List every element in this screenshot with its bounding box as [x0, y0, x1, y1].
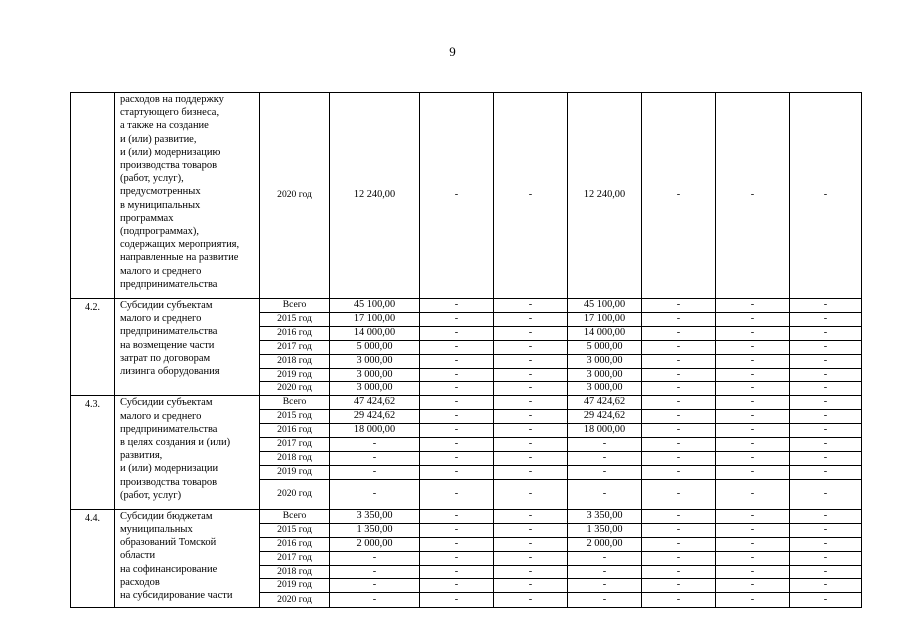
item-description	[115, 93, 260, 299]
amount-cell: -	[568, 551, 642, 565]
amount-cell: -	[568, 593, 642, 608]
amount-cell: 3 000,00	[568, 368, 642, 382]
description-line: Субсидии бюджетам	[120, 510, 213, 522]
amount-cell: -	[716, 451, 790, 465]
description-line: и (или) модернизацию	[120, 146, 221, 158]
amount-cell: -	[330, 551, 420, 565]
amount-cell: -	[642, 368, 716, 382]
amount-cell: -	[420, 299, 494, 313]
amount-cell: -	[420, 368, 494, 382]
amount-cell: -	[790, 410, 862, 424]
amount-cell: -	[716, 93, 790, 299]
description-line: направленные на развитие	[120, 252, 239, 264]
year-cell: 2019 год	[260, 368, 330, 382]
year-cell: 2016 год	[260, 326, 330, 340]
amount-cell: -	[642, 340, 716, 354]
description-line: Субсидии субъектам	[120, 397, 213, 409]
amount-cell: -	[494, 368, 568, 382]
amount-cell: 3 350,00	[568, 509, 642, 523]
year-cell: 2018 год	[260, 565, 330, 579]
amount-cell: -	[716, 340, 790, 354]
item-description	[115, 299, 260, 396]
table-row	[71, 93, 862, 299]
amount-cell: -	[494, 93, 568, 299]
year-cell: Всего	[260, 396, 330, 410]
description-line: лизинга оборудования	[120, 366, 220, 378]
amount-cell: -	[716, 537, 790, 551]
year-cell: 2017 год	[260, 438, 330, 452]
description-line: программах	[120, 212, 174, 224]
amount-cell: -	[716, 312, 790, 326]
amount-cell: -	[642, 465, 716, 479]
description-line: Субсидии субъектам	[120, 300, 213, 311]
amount-cell: -	[330, 451, 420, 465]
amount-cell: -	[790, 299, 862, 313]
year-cell: 2020 год	[260, 382, 330, 396]
amount-cell: -	[494, 579, 568, 593]
amount-cell: 14 000,00	[568, 326, 642, 340]
description-line: на софинансирование	[120, 563, 218, 575]
amount-cell: -	[568, 579, 642, 593]
amount-cell: -	[790, 312, 862, 326]
amount-cell: 3 000,00	[568, 382, 642, 396]
table-row	[71, 299, 862, 313]
amount-cell: 47 424,62	[568, 396, 642, 410]
amount-cell: -	[790, 326, 862, 340]
amount-cell: -	[642, 565, 716, 579]
amount-cell: -	[716, 354, 790, 368]
amount-cell: 18 000,00	[568, 424, 642, 438]
amount-cell: -	[716, 565, 790, 579]
amount-cell: -	[790, 354, 862, 368]
amount-cell: -	[716, 551, 790, 565]
year-cell: 2018 год	[260, 451, 330, 465]
amount-cell: -	[642, 382, 716, 396]
amount-cell: -	[420, 551, 494, 565]
budget-table	[70, 92, 862, 608]
year-cell: 2019 год	[260, 579, 330, 593]
amount-cell: 3 000,00	[568, 354, 642, 368]
amount-cell: -	[568, 479, 642, 509]
amount-cell: -	[642, 509, 716, 523]
amount-cell: -	[330, 593, 420, 608]
year-cell: 2020 год	[260, 479, 330, 509]
amount-cell: -	[716, 299, 790, 313]
description-line: предпринимательства	[120, 423, 218, 435]
amount-cell: -	[420, 382, 494, 396]
description-line: и (или) развитие,	[120, 133, 197, 145]
amount-cell: -	[420, 396, 494, 410]
amount-cell: 29 424,62	[330, 410, 420, 424]
amount-cell: 29 424,62	[568, 410, 642, 424]
amount-cell: -	[642, 424, 716, 438]
amount-cell: 45 100,00	[330, 299, 420, 313]
amount-cell: 45 100,00	[568, 299, 642, 313]
amount-cell: -	[790, 523, 862, 537]
amount-cell: -	[568, 438, 642, 452]
description-line: а также на создание	[120, 120, 209, 132]
description-line: стартующего бизнеса,	[120, 107, 220, 119]
amount-cell: -	[642, 326, 716, 340]
amount-cell: 1 350,00	[330, 523, 420, 537]
amount-cell: -	[420, 579, 494, 593]
description-line: предпринимательства	[120, 278, 218, 290]
description-line: образований Томской	[120, 537, 217, 549]
amount-cell: 47 424,62	[330, 396, 420, 410]
amount-cell: -	[494, 465, 568, 479]
year-cell: Всего	[260, 299, 330, 313]
year-cell: 2017 год	[260, 340, 330, 354]
amount-cell: -	[716, 382, 790, 396]
year-cell: 2015 год	[260, 410, 330, 424]
amount-cell: -	[790, 565, 862, 579]
amount-cell: -	[790, 551, 862, 565]
description-line: расходов на поддержку	[120, 94, 224, 105]
amount-cell: -	[494, 551, 568, 565]
amount-cell: -	[790, 368, 862, 382]
amount-cell: -	[568, 465, 642, 479]
amount-cell: -	[716, 479, 790, 509]
amount-cell: -	[420, 593, 494, 608]
amount-cell: -	[642, 396, 716, 410]
amount-cell: -	[494, 424, 568, 438]
amount-cell: -	[494, 509, 568, 523]
amount-cell: -	[716, 438, 790, 452]
year-cell: 2015 год	[260, 523, 330, 537]
description-line: муниципальных	[120, 523, 193, 535]
amount-cell: -	[330, 565, 420, 579]
amount-cell: -	[420, 438, 494, 452]
amount-cell: -	[790, 451, 862, 465]
amount-cell: -	[494, 326, 568, 340]
amount-cell: -	[420, 479, 494, 509]
description-line: малого и среднего	[120, 265, 202, 277]
description-line: производства товаров	[120, 160, 218, 172]
amount-cell: -	[420, 451, 494, 465]
year-cell: 2015 год	[260, 312, 330, 326]
amount-cell: -	[716, 410, 790, 424]
table-row	[71, 509, 862, 523]
amount-cell: -	[330, 479, 420, 509]
amount-cell: -	[716, 368, 790, 382]
description-line: и (или) модернизации	[120, 463, 219, 475]
item-description	[115, 509, 260, 608]
amount-cell: -	[790, 579, 862, 593]
amount-cell: -	[642, 451, 716, 465]
amount-cell: 2 000,00	[330, 537, 420, 551]
description-line: на возмещение части	[120, 339, 215, 351]
amount-cell: 18 000,00	[330, 424, 420, 438]
amount-cell: -	[790, 438, 862, 452]
item-number	[71, 93, 115, 299]
description-line: малого и среднего	[120, 410, 202, 422]
amount-cell: 17 100,00	[330, 312, 420, 326]
amount-cell: -	[420, 326, 494, 340]
amount-cell: -	[716, 523, 790, 537]
amount-cell: -	[716, 579, 790, 593]
amount-cell: 3 000,00	[330, 368, 420, 382]
amount-cell: -	[494, 410, 568, 424]
amount-cell: -	[494, 593, 568, 608]
description-line: в муниципальных	[120, 199, 201, 211]
item-number: 4.4.	[71, 509, 115, 608]
amount-cell: 12 240,00	[568, 93, 642, 299]
page-number: 9	[449, 44, 456, 59]
amount-cell: 1 350,00	[568, 523, 642, 537]
amount-cell: -	[790, 424, 862, 438]
amount-cell: -	[790, 382, 862, 396]
amount-cell: -	[790, 465, 862, 479]
table-row	[71, 396, 862, 410]
year-cell: 2016 год	[260, 424, 330, 438]
amount-cell: -	[420, 312, 494, 326]
amount-cell: -	[494, 451, 568, 465]
description-line: предпринимательства	[120, 326, 218, 338]
amount-cell: -	[642, 312, 716, 326]
amount-cell: -	[420, 93, 494, 299]
amount-cell: -	[642, 523, 716, 537]
amount-cell: -	[790, 93, 862, 299]
amount-cell: -	[494, 340, 568, 354]
amount-cell: -	[420, 410, 494, 424]
description-line: затрат по договорам	[120, 352, 211, 364]
amount-cell: -	[790, 537, 862, 551]
amount-cell: -	[642, 438, 716, 452]
amount-cell: -	[494, 396, 568, 410]
amount-cell: -	[716, 593, 790, 608]
description-line: производства товаров	[120, 476, 218, 488]
amount-cell: -	[494, 312, 568, 326]
description-line: развития,	[120, 450, 163, 462]
amount-cell: -	[494, 479, 568, 509]
description-line: области	[120, 550, 156, 562]
description-line: (подпрограммах),	[120, 226, 199, 238]
amount-cell: -	[330, 465, 420, 479]
amount-cell: -	[642, 551, 716, 565]
description-line: расходов	[120, 576, 160, 588]
year-cell: 2020 год	[260, 593, 330, 608]
amount-cell: 3 000,00	[330, 382, 420, 396]
amount-cell: -	[790, 509, 862, 523]
amount-cell: 5 000,00	[568, 340, 642, 354]
amount-cell: 3 000,00	[330, 354, 420, 368]
amount-cell: -	[642, 410, 716, 424]
amount-cell: -	[420, 354, 494, 368]
amount-cell: 5 000,00	[330, 340, 420, 354]
amount-cell: -	[642, 299, 716, 313]
amount-cell: -	[642, 593, 716, 608]
amount-cell: -	[420, 509, 494, 523]
amount-cell: -	[420, 523, 494, 537]
amount-cell: 2 000,00	[568, 537, 642, 551]
amount-cell: -	[420, 537, 494, 551]
amount-cell: 14 000,00	[330, 326, 420, 340]
amount-cell: -	[716, 424, 790, 438]
amount-cell: -	[494, 523, 568, 537]
description-line: содержащих мероприятия,	[120, 239, 240, 251]
amount-cell: 17 100,00	[568, 312, 642, 326]
amount-cell: -	[790, 396, 862, 410]
amount-cell: -	[716, 465, 790, 479]
item-number: 4.3.	[71, 396, 115, 509]
amount-cell: -	[494, 299, 568, 313]
year-cell: 2016 год	[260, 537, 330, 551]
amount-cell: -	[420, 424, 494, 438]
amount-cell: -	[494, 565, 568, 579]
amount-cell: -	[494, 537, 568, 551]
amount-cell: 12 240,00	[330, 93, 420, 299]
amount-cell: -	[642, 537, 716, 551]
year-cell: 2020 год	[260, 93, 330, 299]
table-body	[71, 93, 862, 608]
description-line: (работ, услуг),	[120, 173, 184, 185]
amount-cell: -	[716, 396, 790, 410]
amount-cell: -	[790, 479, 862, 509]
year-cell: 2017 год	[260, 551, 330, 565]
description-line: в целях создания и (или)	[120, 436, 231, 448]
amount-cell: -	[494, 354, 568, 368]
amount-cell: -	[494, 382, 568, 396]
amount-cell: -	[790, 593, 862, 608]
amount-cell: -	[420, 465, 494, 479]
amount-cell: -	[568, 451, 642, 465]
description-line: на субсидирование части	[120, 590, 233, 601]
amount-cell: -	[330, 579, 420, 593]
amount-cell: -	[642, 479, 716, 509]
item-number: 4.2.	[71, 299, 115, 396]
amount-cell: -	[716, 509, 790, 523]
amount-cell: 3 350,00	[330, 509, 420, 523]
amount-cell: -	[790, 340, 862, 354]
amount-cell: -	[420, 340, 494, 354]
amount-cell: -	[642, 93, 716, 299]
year-cell: 2019 год	[260, 465, 330, 479]
description-line: (работ, услуг)	[120, 489, 182, 501]
amount-cell: -	[642, 354, 716, 368]
year-cell: 2018 год	[260, 354, 330, 368]
description-line: предусмотренных	[120, 186, 201, 198]
amount-cell: -	[716, 326, 790, 340]
amount-cell: -	[494, 438, 568, 452]
amount-cell: -	[420, 565, 494, 579]
year-cell: Всего	[260, 509, 330, 523]
amount-cell: -	[568, 565, 642, 579]
amount-cell: -	[642, 579, 716, 593]
item-description	[115, 396, 260, 509]
description-line: малого и среднего	[120, 313, 202, 325]
amount-cell: -	[330, 438, 420, 452]
